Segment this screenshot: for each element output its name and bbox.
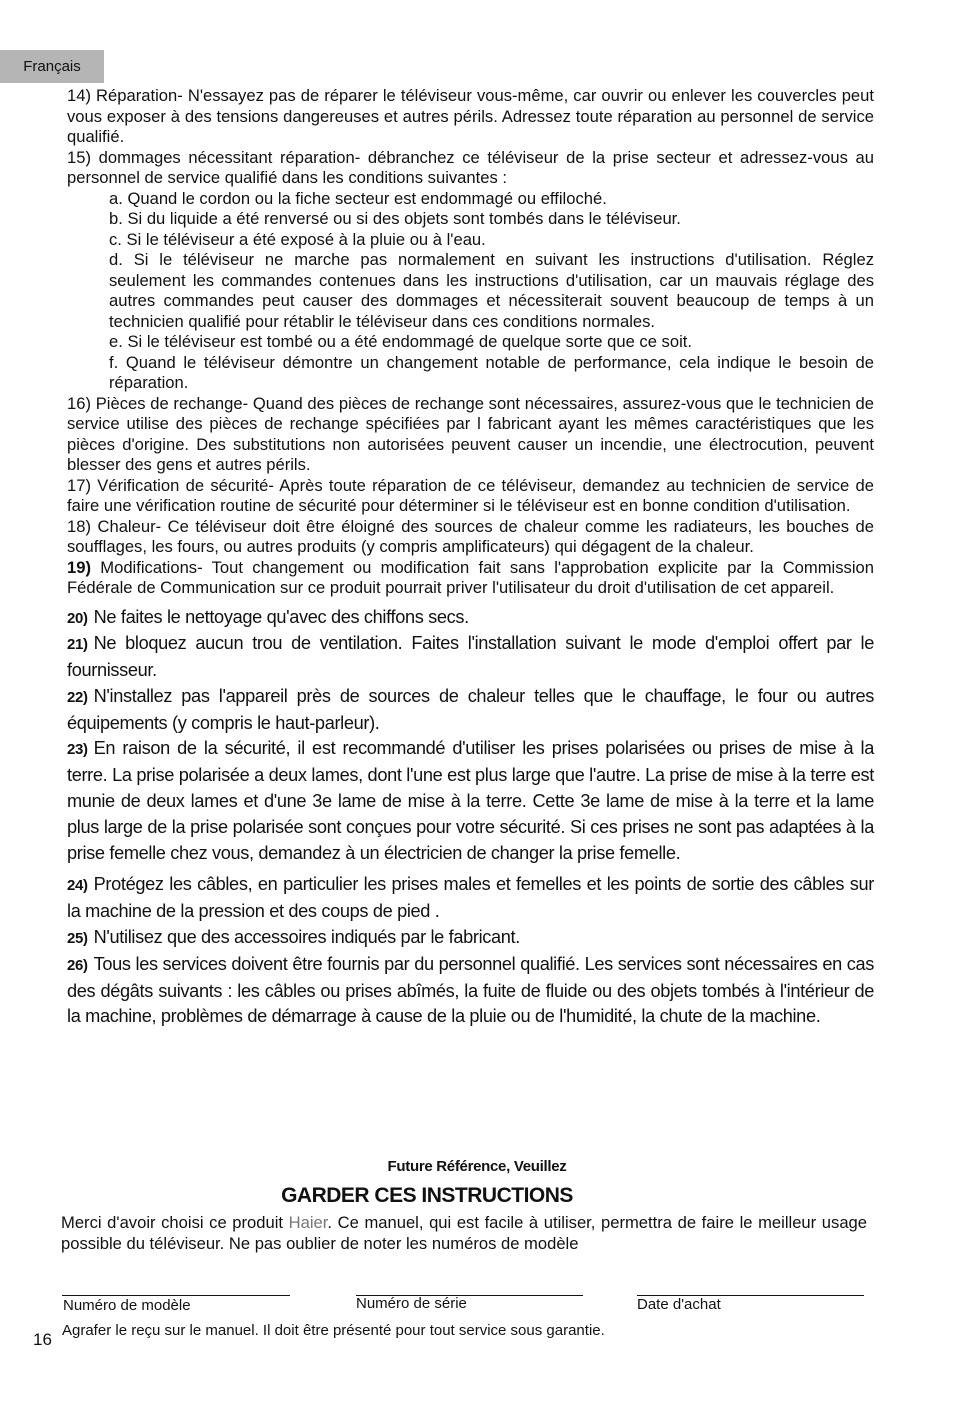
section-number: 20) xyxy=(67,609,88,627)
section-17: 17) Vérification de sécurité- Après toute réparation de ce téléviseur, demandez au technicien de service de faire une vérification routine de sécurité pour déterminer si le téléviseur est en bonne condition d'utilisation. xyxy=(67,475,874,515)
page-number: 16 xyxy=(33,1330,52,1349)
section-19-text: Modifications- Tout changement ou modification fait sans l'approbation explicite par la Commission Fédérale de Communication sur ce produit pourrait priver l'utilisateur du droit d'utilisation de cet appareil. xyxy=(67,557,874,597)
brand-name: Haier xyxy=(288,1213,328,1232)
future-reference-heading: Future Référence, Veuillez xyxy=(387,1158,567,1175)
section-14: 14) Réparation- N'essayez pas de réparer le téléviseur vous-même, car ouvrir ou enlever les couvercles peut vous exposer à des tensions dangereuses et autres périls. Adressez toute réparation au personnel de service qualifié. xyxy=(67,86,874,146)
model-number-label: Numéro de modèle xyxy=(63,1297,191,1314)
section-23 xyxy=(67,736,874,866)
section-19 xyxy=(67,558,874,599)
serial-number-label: Numéro de série xyxy=(356,1295,467,1312)
section-21 xyxy=(67,631,874,684)
thank-you-text-after: . Ce manuel, qui est facile à utiliser, permettra de faire le meilleur usage possible du téléviseur. Ne pas oublier de noter les numéros de modèle xyxy=(61,1213,867,1253)
section-15c: c. Si le téléviseur a été exposé à la pluie ou à l'eau. xyxy=(109,229,486,249)
section-text: Ne faites le nettoyage qu'avec des chiffons secs. xyxy=(93,606,469,627)
main-content xyxy=(67,86,874,1030)
section-15d: d. Si le téléviseur ne marche pas normalement en suivant les instructions d'utilisation. Réglez seulement les commandes contenues dans les instructions d'utilisation, car un mauvais réglage des autres commandes peut causer des dommages et nécessiterait souvent beaucoup de temps à un technicien qualifié pour rétablir le téléviseur dans ces conditions normales. xyxy=(109,250,874,331)
section-text: Tous les services doivent être fournis par du personnel qualifié. Les services sont nécessaires en cas des dégâts suivants : les câbles ou prises abîmés, la fuite de fluide ou des objets tombés à l'intérieur de la machine, problèmes de démarrage à cause de la pluie ou de l'humidité, la chute de la machine. xyxy=(67,953,874,1027)
section-19-number: 19) xyxy=(67,557,91,577)
section-number: 26) xyxy=(67,956,88,974)
section-15b: b. Si du liquide a été renversé ou si des objets sont tombés dans le téléviseur. xyxy=(109,209,681,228)
model-number-line xyxy=(62,1295,290,1296)
section-15f: f. Quand le téléviseur démontre un changement notable de performance, cela indique le besoin de réparation. xyxy=(109,352,874,392)
language-tab: Français xyxy=(0,50,104,83)
section-20 xyxy=(67,605,874,632)
section-24 xyxy=(67,872,874,925)
section-text: Ne bloquez aucun trou de ventilation. Faites l'installation suivant le mode d'emploi offert par le fournisseur. xyxy=(67,633,874,681)
keep-instructions-heading: GARDER CES INSTRUCTIONS xyxy=(281,1184,573,1207)
section-number: 21) xyxy=(67,636,88,654)
section-number: 24) xyxy=(67,877,88,895)
section-25 xyxy=(67,925,874,952)
section-15a: a. Quand le cordon ou la fiche secteur est endommagé ou effiloché. xyxy=(109,188,607,208)
section-text: N'installez pas l'appareil près de sources de chaleur telles que le chauffage, le four ou autres équipements (y compris le haut-parleur). xyxy=(67,685,874,733)
section-18: 18) Chaleur- Ce téléviseur doit être éloigné des sources de chaleur comme les radiateurs, les bouches de soufflages, les fours, ou autres produits (y compris amplificateurs) qui dégagent de la chaleur. xyxy=(67,516,874,556)
section-15e: e. Si le téléviseur est tombé ou a été endommagé de quelque sorte que ce soit. xyxy=(109,332,692,351)
section-text: N'utilisez que des accessoires indiqués par le fabricant. xyxy=(93,927,520,948)
section-15: 15) dommages nécessitant réparation- débranchez ce téléviseur de la prise secteur et adressez-vous au personnel de service qualifié dans les conditions suivantes : xyxy=(67,147,874,187)
section-number: 22) xyxy=(67,688,88,706)
section-text: En raison de la sécurité, il est recommandé d'utiliser les prises polarisées ou prises de mise à la terre. La prise polarisée a deux lames, dont l'une est plus large que l'autre. La prise de mise à la terre est munie de deux lames et d'une 3e lame de mise à la terre. Cette 3e lame de mise à la terre et la lame plus large de la prise polarisée sont conçues pour votre sécurité. Si ces prises ne sont pas adaptées à la prise femelle chez vous, demandez à un électricien de changer la prise femelle. xyxy=(67,738,874,863)
section-text: Protégez les câbles, en particulier les prises males et femelles et les points de sortie des câbles sur la machine de la pression et des coups de pied . xyxy=(67,874,874,922)
section-number: 23) xyxy=(67,741,88,759)
section-number: 25) xyxy=(67,930,88,948)
section-22 xyxy=(67,684,874,737)
thank-you-paragraph xyxy=(61,1212,867,1254)
receipt-note: Agrafer le reçu sur le manuel. Il doit être présenté pour tout service sous garantie. xyxy=(62,1322,605,1339)
thank-you-text-before: Merci d'avoir choisi ce produit xyxy=(61,1213,289,1232)
section-16: 16) Pièces de rechange- Quand des pièces de rechange sont nécessaires, assurez-vous que le technicien de service utilise des pièces de rechange spécifiées par l fabricant ayant les mêmes caractéristiques que les pièces d'origine. Des substitutions non autorisées peuvent causer un incendie, une électrocution, peuvent blesser des gens et autres périls. xyxy=(67,393,874,474)
section-26 xyxy=(67,952,874,1030)
purchase-date-label: Date d'achat xyxy=(637,1296,721,1313)
